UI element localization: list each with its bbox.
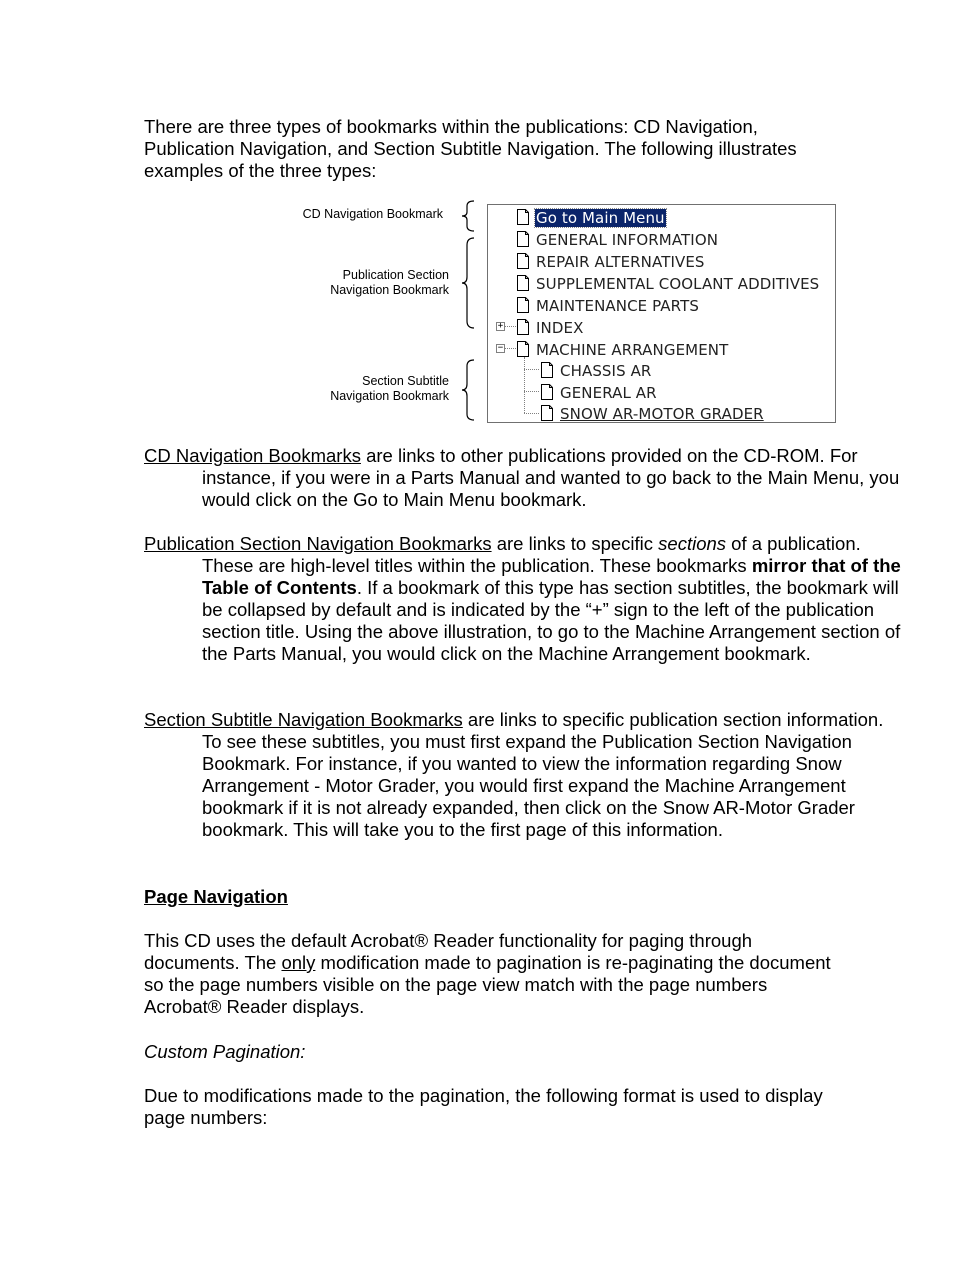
custom-pagination-heading: Custom Pagination: <box>144 1041 306 1062</box>
page-navigation-heading: Page Navigation <box>144 886 288 907</box>
intro-paragraph <box>144 116 864 182</box>
subtitle-brace-icon <box>458 359 478 421</box>
publication-navigation-label <box>270 268 449 298</box>
bookmark-machine-arrangement[interactable] <box>488 340 833 360</box>
document-icon <box>541 362 553 378</box>
document-icon <box>517 231 529 247</box>
expand-plus-icon[interactable]: + <box>497 321 504 331</box>
cd-bookmarks-term: CD Navigation Bookmarks <box>144 445 361 466</box>
bookmark-go-to-main-menu[interactable] <box>488 208 833 228</box>
bookmark-tree-panel <box>487 204 836 423</box>
bookmark-general-ar[interactable] <box>488 383 833 403</box>
intro-line-2: Publication Navigation, and Section Subtitle Navigation. The following illustrates <box>144 138 797 159</box>
subtitle-label-line-2: Navigation Bookmark <box>330 389 449 403</box>
document-icon <box>541 405 553 421</box>
page-navigation-paragraph <box>144 930 844 1018</box>
bookmark-chassis-ar[interactable] <box>488 361 833 381</box>
subtitle-bookmarks-text: are links to specific publication section information. To see these subtitles, you must first expand the Publication Section Navigation Bookmark. For instance, if you wanted to view the information regarding Snow Arrangement - Motor Grader, you would first expand the Machine Arrangement bookmark if it is not already expanded, then click on the Snow AR-Motor Grader bookmark. This will take you to the first page of this information. <box>202 709 884 840</box>
publication-bookmarks-term: Publication Section Navigation Bookmarks <box>144 533 492 554</box>
publication-bold-text: mirror that of the Table of Contents <box>202 555 901 598</box>
publication-label-line-1: Publication Section <box>342 268 449 282</box>
page-navigation-underlined: only <box>281 952 316 973</box>
document-icon <box>517 253 529 269</box>
publication-text-2: of a publication. These are high-level titles within the publication. These bookmarks <box>202 533 861 576</box>
bookmark-index[interactable] <box>488 318 833 338</box>
bookmark-label: Go to Main Menu <box>536 209 665 227</box>
custom-pagination-paragraph: Due to modifications made to the pagination, the following format is used to display page numbers: <box>144 1085 823 1128</box>
bookmark-snow-ar-motor-grader[interactable] <box>488 404 833 423</box>
collapse-minus-icon[interactable]: − <box>497 343 504 353</box>
bookmark-label: SUPPLEMENTAL COOLANT ADDITIVES <box>536 275 820 293</box>
bookmark-label: SNOW AR-MOTOR GRADER <box>560 405 764 423</box>
publication-italic-text: sections <box>658 533 727 554</box>
bookmark-label: GENERAL INFORMATION <box>536 231 719 249</box>
document-icon <box>517 209 529 225</box>
bookmark-label: REPAIR ALTERNATIVES <box>536 253 705 271</box>
publication-label-line-2: Navigation Bookmark <box>330 283 449 297</box>
bookmark-label: CHASSIS AR <box>560 362 652 380</box>
publication-text-3: . If a bookmark of this type has section subtitles, the bookmark will be collapsed by default and is indicated by the “+” sign to the left of the publication section title. Using the above illustration, to go to the Machine Arrangement section of the Parts Manual, you would click on the Machine Arrangement bookmark. <box>202 577 901 664</box>
bookmark-supplemental-coolant-additives[interactable] <box>488 274 833 294</box>
bookmark-label: MACHINE ARRANGEMENT <box>536 341 729 359</box>
bookmark-maintenance-parts[interactable] <box>488 296 833 316</box>
intro-line-1: There are three types of bookmarks within the publications: CD Navigation, <box>144 116 758 137</box>
cd-navigation-label: CD Navigation Bookmark <box>302 207 443 221</box>
publication-text-1: are links to specific <box>491 533 659 554</box>
bookmark-label: MAINTENANCE PARTS <box>536 297 699 315</box>
cd-bookmarks-text: are links to other publications provided on the CD-ROM. For instance, if you were in a Parts Manual and wanted to go back to the Main Menu, you would click on the Go to Main Menu bookmark. <box>202 445 900 510</box>
cd-bookmarks-paragraph <box>144 445 902 511</box>
subtitle-label-line-1: Section Subtitle <box>362 374 449 388</box>
intro-line-3: examples of the three types: <box>144 160 377 181</box>
document-icon <box>541 384 553 400</box>
document-icon <box>517 275 529 291</box>
publication-brace-icon <box>458 237 478 329</box>
bookmark-label: GENERAL AR <box>560 384 657 402</box>
publication-bookmarks-paragraph <box>144 533 902 665</box>
page-navigation-text-1: This CD uses the default Acrobat® Reader functionality for paging through documents. The <box>144 930 753 973</box>
subtitle-navigation-label <box>270 374 449 404</box>
document-icon <box>517 319 529 335</box>
subtitle-bookmarks-term: Section Subtitle Navigation Bookmarks <box>144 709 463 730</box>
bookmark-repair-alternatives[interactable] <box>488 252 833 272</box>
cd-brace-icon <box>458 200 478 232</box>
bookmark-general-information[interactable] <box>488 230 833 250</box>
bookmark-label: INDEX <box>536 319 584 337</box>
page-navigation-text-2: modification made to pagination is re-paginating the document so the page numbers visible on the page view match with the page numbers Acrobat® Reader displays. <box>144 952 831 1017</box>
document-icon <box>517 341 529 357</box>
document-icon <box>517 297 529 313</box>
subtitle-bookmarks-paragraph <box>144 709 902 841</box>
